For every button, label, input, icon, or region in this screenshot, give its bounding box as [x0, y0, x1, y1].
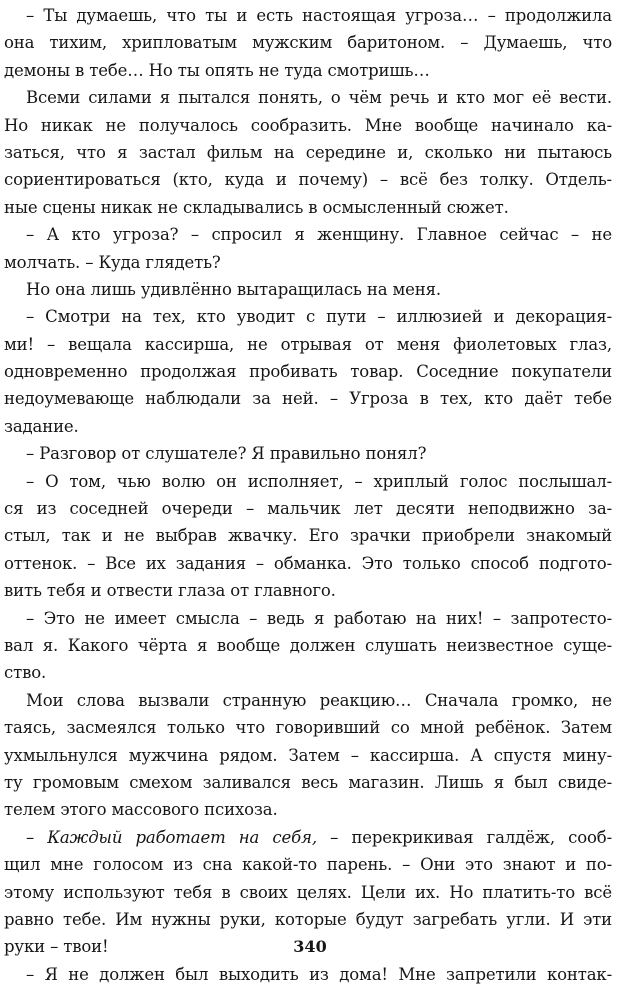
- text-line: телем этого массового психоза.: [4, 800, 278, 820]
- text-line: – А кто угроза? – спросил я женщину. Главное сейчас – не: [26, 225, 612, 245]
- text-line: ные сцены никак не складывались в осмысленный сюжет.: [4, 197, 509, 217]
- text-line: ту громовым смехом заливался весь магазин. Лишь я был свиде-: [4, 772, 612, 792]
- text-line: [4, 824, 612, 851]
- text-line: стыл, так и не выбрав жвачку. Его зрачки приобрели знакомый: [4, 526, 612, 546]
- text-line: вить тебя и отвести глаза от главного.: [4, 581, 336, 601]
- text-line: ухмыльнулся мужчина рядом. Затем – кассирша. А спустя мину-: [4, 745, 612, 765]
- text-line: недоумевающе наблюдали за ней. – Угроза в тех, кто даёт тебе: [4, 389, 612, 409]
- text-line: щил мне голосом из сна какой-то парень. – Они это знают и по-: [4, 855, 612, 875]
- text-line: Но никак не получалось сообразить. Мне вообще начинало ка-: [4, 115, 612, 135]
- text-line: – Ты думаешь, что ты и есть настоящая угроза… – продолжила: [26, 6, 612, 25]
- text-line: молчать. – Куда глядеть?: [4, 252, 221, 272]
- text-line: таясь, засмеялся только что говоривший со мной ребёнок. Затем: [4, 718, 612, 738]
- text-line: одновременно продолжая пробивать товар. Соседние покупатели: [4, 362, 612, 382]
- text-line: руки – твои!: [4, 937, 109, 957]
- text-line: заться, что я застал фильм на середине и, сколько ни пытаюсь: [4, 142, 612, 162]
- text-line: равно тебе. Им нужны руки, которые будут загребать угли. И эти: [4, 909, 612, 929]
- text-line: сориентироваться (кто, куда и почему) – всё без толку. Отдель-: [4, 170, 612, 190]
- text-line: – О том, чью волю он исполняет, – хриплый голос послышал-: [26, 471, 612, 491]
- text-line: Но она лишь удивлённо вытаращилась на меня.: [26, 279, 441, 299]
- text-line: – Я не должен был выходить из дома! Мне запретили контак-: [26, 964, 612, 984]
- text-line: демоны в тебе… Но ты опять не туда смотришь…: [4, 60, 430, 80]
- text-line: этому используют тебя в своих целях. Цели их. Но платить-то всё: [4, 882, 612, 902]
- text-line: она тихим, хрипловатым мужским баритоном. – Думаешь, что: [4, 33, 612, 53]
- text-line: задание.: [4, 416, 79, 436]
- text-line: ство.: [4, 663, 47, 683]
- italic-phrase: – Каждый работает на себя,: [26, 827, 317, 847]
- text-line: Мои слова вызвали странную реакцию… Сначала громко, не: [26, 690, 612, 710]
- text-line: – Разговор от слушателе? Я правильно понял?: [26, 444, 427, 464]
- text-fragment: – перекрикивая галдёж, сооб-: [316, 827, 612, 847]
- text-line: – Смотри на тех, кто уводит с пути – иллюзией и декорация-: [26, 307, 612, 327]
- page-number: 340: [293, 937, 327, 956]
- text-line: оттенок. – Все их задания – обманка. Это только способ подгото-: [4, 553, 612, 573]
- text-line: Всеми силами я пытался понять, о чём речь и кто мог её вести.: [26, 88, 612, 108]
- text-line: – Это не имеет смысла – ведь я работаю на них! – запротесто-: [26, 608, 612, 628]
- text-line: вал я. Какого чёрта я вообще должен слушать неизвестное суще-: [4, 635, 612, 655]
- text-line: ся из соседней очереди – мальчик лет десяти неподвижно за-: [4, 499, 612, 519]
- body-text: [4, 2, 612, 988]
- text-line: ми! – вещала кассирша, не отрывая от меня фиолетовых глаз,: [4, 334, 612, 354]
